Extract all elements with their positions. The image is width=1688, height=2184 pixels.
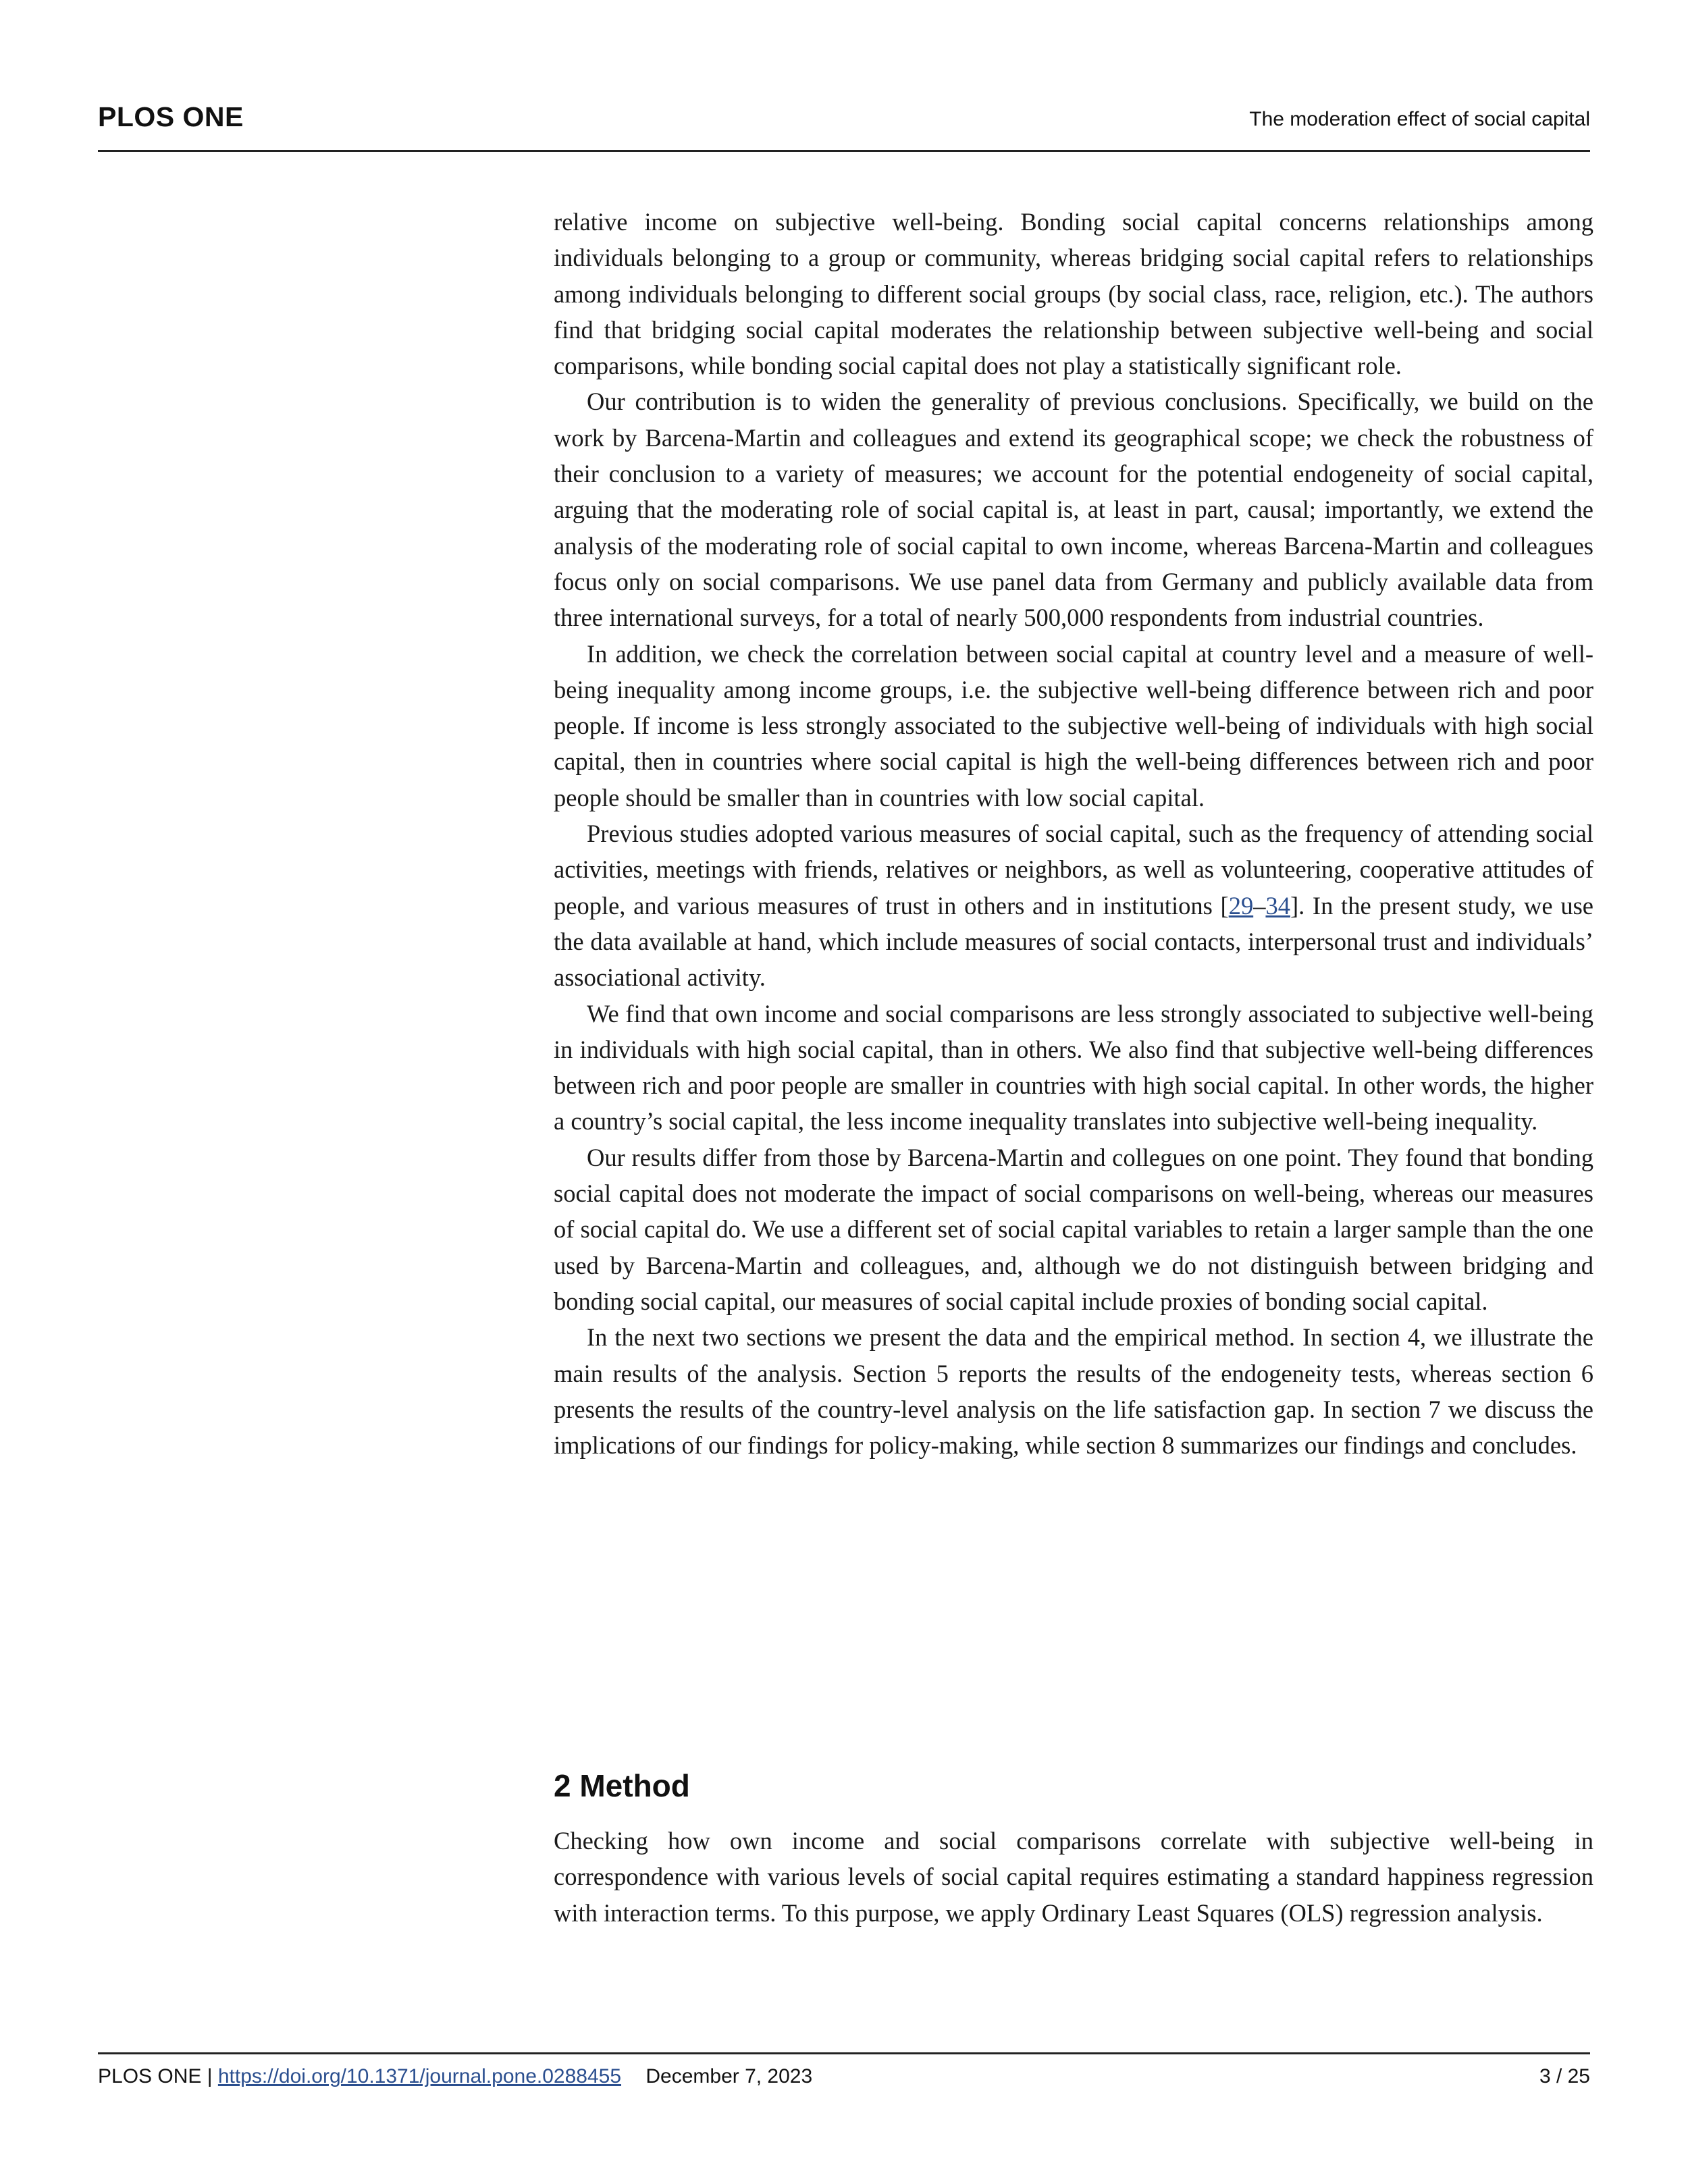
page-header xyxy=(98,97,1590,152)
section-heading-method: 2 Method xyxy=(554,1768,690,1803)
page-number: 3 / 25 xyxy=(1539,2065,1590,2087)
paragraph-7: In the next two sections we present the data and the empirical method. In section 4, we illustrate the main results of the analysis. Section 5 reports the results of the endogeneity tests, whereas section 6 presents the results of the country-level analysis on the life satisfaction gap. In section 7 we discuss the implications of our findings for policy-making, while section 8 summarizes our findings and concludes. xyxy=(554,1323,1593,1460)
method-paragraph: Checking how own income and social comparisons correlate with subjective well-being in correspondence with various levels of social capital requires estimating a standard happiness regression with interaction terms. To this purpose, we apply Ordinary Least Squares (OLS) regression analysis. xyxy=(554,1827,1593,1927)
doi-link[interactable]: https://doi.org/10.1371/journal.pone.0288455 xyxy=(217,2065,622,2087)
footer-journal: PLOS ONE | xyxy=(98,2065,213,2087)
footer-date: December 7, 2023 xyxy=(645,2065,813,2087)
paragraph-3: In addition, we check the correlation between social capital at country level and a measure of well-being inequality among income groups, i.e. the subjective well-being difference between rich and poor people. If income is less strongly associated to the subjective well-being of individuals with high social capital, then in countries where social capital is high the well-being differences between rich and poor people should be smaller than in countries with low social capital. xyxy=(554,639,1593,811)
citation-dash: – xyxy=(1253,891,1266,920)
paragraph-1: relative income on subjective well-being. Bonding social capital concerns relationships among individuals belonging to a group or community, whereas bridging social capital refers to relationships among individuals belonging to different social groups (by social class, race, religion, etc.). The authors find that bridging social capital moderates the relationship between subjective well-being and social comparisons, while bonding social capital does not play a statistically significant role. xyxy=(554,208,1593,380)
paragraph-2: Our contribution is to widen the generality of previous conclusions. Specifically, we build on the work by Barcena-Martin and colleagues and extend its geographical scope; we check the robustness of their conclusion to a variety of measures; we account for the potential endogeneity of social capital, arguing that the moderating role of social capital is, at least in part, causal; importantly, we extend the analysis of the moderating role of social capital to own income, whereas Barcena-Martin and colleagues focus only on social comparisons. We use panel data from Germany and publicly available data from three international surveys, for a total of nearly 500,000 respondents from industrial countries. xyxy=(554,388,1593,632)
footer-citation xyxy=(98,2065,812,2087)
page-footer xyxy=(98,2052,1590,2088)
citation-link-29[interactable]: 29 xyxy=(1228,891,1254,920)
paragraph-6: Our results differ from those by Barcena-Martin and collegues on one point. They found that bonding social capital does not moderate the impact of social comparisons on well-being, whereas our measures of social capital do. We use a different set of social capital variables to retain a larger sample than the one used by Barcena-Martin and colleagues, and, although we do not distinguish between bridging and bonding social capital, our measures of social capital include proxies of bonding social capital. xyxy=(554,1143,1593,1315)
paragraph-4-text-b: ]. In the present study, we use the data available at hand, which include measures of social contacts, interpersonal trust and individuals’ associational activity. xyxy=(554,891,1593,992)
running-title: The moderation effect of social capital xyxy=(1249,108,1590,130)
journal-name: PLOS ONE xyxy=(98,101,244,132)
paragraph-5: We find that own income and social comparisons are less strongly associated to subjective well-being in individuals with high social capital, than in others. We also find that subjective well-being differences between rich and poor people are smaller in countries with high social capital. In other words, the higher a country’s social capital, the less income inequality translates into subjective well-being inequality. xyxy=(554,999,1593,1136)
paragraph-4-text-a: Previous studies adopted various measures of social capital, such as the frequency of attending social activities, meetings with friends, relatives or neighbors, as well as volunteering, cooperative attitudes of people, and various measures of trust in others and in institutions [ xyxy=(554,820,1593,920)
article-body xyxy=(554,204,1593,1463)
citation-link-34[interactable]: 34 xyxy=(1265,891,1290,920)
paragraph-4 xyxy=(554,816,1593,995)
